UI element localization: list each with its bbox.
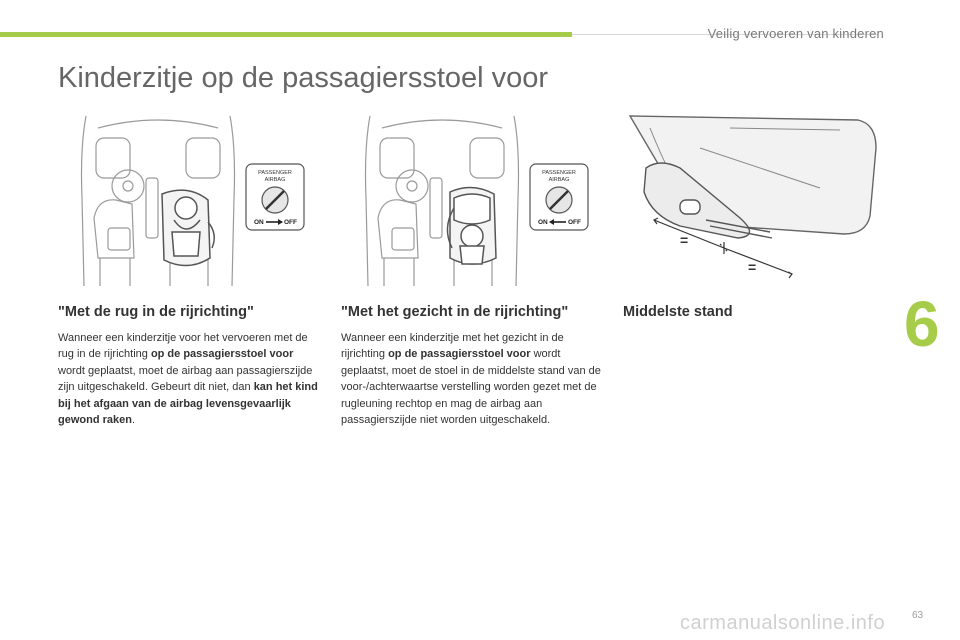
equal-mark-front: = — [680, 232, 689, 248]
body-text-run: Wanneer een kinderzitje met het gezicht in de rijrichting — [341, 332, 564, 361]
switch-label-bottom: AIRBAG — [264, 177, 286, 183]
seat-rail-middle-position-illustration — [620, 108, 882, 286]
body-text-bold-run: op de passagiersstoel voor — [150, 348, 294, 361]
chapter-tab-number: 6 — [904, 288, 940, 360]
body-text-run: wordt geplaatst, moet de airbag aan passagierszijde zijn uitgeschakeld. Gebeurt dit niet, dan — [58, 364, 313, 394]
body-text-run: . — [131, 414, 136, 427]
body-text-bold-run: op de passagiersstoel voor — [388, 348, 531, 361]
body-text-bold-run: kan het kind bij het afgaan van de airbag levensgevaarlijk gewond raken — [58, 381, 318, 427]
section-body-forward-facing — [341, 330, 609, 428]
forward-facing-seat-illustration — [342, 108, 592, 286]
switch-label-bottom: AIRBAG — [548, 177, 570, 183]
rear-facing-seat-illustration — [58, 108, 308, 286]
switch-off-label: OFF — [568, 219, 581, 226]
page-number: 63 — [912, 610, 924, 621]
airbag-switch-icon — [246, 164, 304, 230]
switch-on-label: ON — [254, 219, 264, 226]
switch-off-label: OFF — [284, 219, 297, 226]
chapter-title: Veilig vervoeren van kinderen — [707, 26, 884, 41]
switch-label-top: PASSENGER — [258, 170, 292, 176]
section-title-middle-position: Middelste stand — [623, 304, 733, 320]
body-text-run: wordt geplaatst, moet de stoel in de middelste stand van de voor-/achterwaartse verstelling worden gezet met de rugleuning rechtop en mag de airbag aan passagierszijde niet worden uitgeschakeld. — [341, 348, 601, 427]
section-title-forward-facing: "Met het gezicht in de rijrichting" — [341, 304, 569, 320]
switch-label-top: PASSENGER — [542, 170, 576, 176]
header-accent-bar — [0, 32, 572, 37]
switch-on-label: ON — [538, 219, 548, 226]
watermark: carmanualsonline.info — [680, 612, 886, 634]
equal-mark-rear: = — [748, 259, 757, 275]
airbag-switch-icon — [530, 164, 588, 230]
body-text-run: Wanneer een kinderzitje voor het vervoeren met de rug in de rijrichting — [58, 332, 308, 361]
section-body-rear-facing — [58, 330, 320, 428]
section-title-rear-facing: "Met de rug in de rijrichting" — [58, 304, 254, 320]
page-title: Kinderzitje op de passagiersstoel voor — [58, 62, 549, 94]
